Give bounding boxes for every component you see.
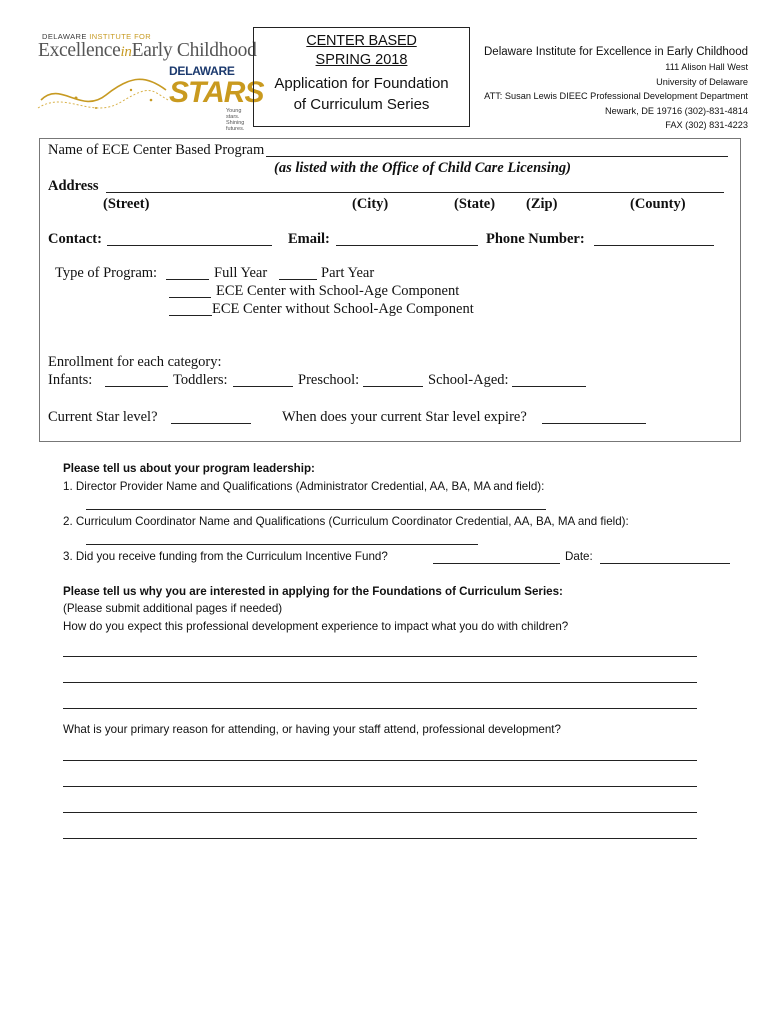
ece-without-blank[interactable] bbox=[169, 315, 212, 316]
part-year-blank[interactable] bbox=[279, 279, 317, 280]
school-aged-field[interactable] bbox=[512, 386, 586, 387]
director-answer-line[interactable] bbox=[86, 509, 546, 510]
address-line: ATT: Susan Lewis DIEEC Professional Development Department bbox=[484, 91, 748, 101]
question-impact: How do you expect this professional development experience to impact what you do with children? bbox=[63, 620, 569, 633]
part-year-option: Part Year bbox=[321, 265, 375, 281]
title-spring: SPRING 2018 bbox=[315, 52, 408, 68]
stars-title: DELAWARE bbox=[169, 64, 235, 78]
address-line: University of Delaware bbox=[656, 76, 748, 87]
leadership-heading: Please tell us about your program leadership: bbox=[63, 462, 315, 475]
contact-field[interactable] bbox=[107, 245, 272, 246]
contact-label: Contact: bbox=[48, 231, 102, 247]
preschool-label: Preschool: bbox=[298, 372, 360, 388]
reason-answer-line[interactable] bbox=[63, 812, 697, 813]
city-caption: (City) bbox=[352, 196, 389, 212]
title-center-based: CENTER BASED bbox=[306, 33, 417, 49]
mailing-address bbox=[484, 46, 748, 133]
question-funding: 3. Did you receive funding from the Curriculum Incentive Fund? bbox=[63, 550, 388, 563]
coordinator-answer-line[interactable] bbox=[86, 544, 478, 545]
logo-main-text: ExcellenceinEarly Childhood bbox=[38, 40, 257, 61]
star-expire-label: When does your current Star level expire? bbox=[282, 409, 527, 425]
ece-with-option: ECE Center with School-Age Component bbox=[216, 283, 460, 299]
impact-answer-line[interactable] bbox=[63, 682, 697, 683]
county-caption: (County) bbox=[630, 196, 686, 212]
preschool-field[interactable] bbox=[363, 386, 423, 387]
title-box bbox=[253, 27, 470, 127]
funding-answer-line[interactable] bbox=[433, 563, 560, 564]
address-line: Newark, DE 19716 (302)-831-4814 bbox=[605, 105, 748, 116]
date-label: Date: bbox=[565, 550, 593, 563]
address-field[interactable] bbox=[106, 192, 724, 193]
infants-field[interactable] bbox=[105, 386, 168, 387]
dieec-logo bbox=[36, 30, 264, 132]
address-line: 111 Alison Hall West bbox=[665, 62, 748, 72]
licensing-note: (as listed with the Office of Child Care Licensing) bbox=[274, 160, 571, 176]
enrollment-label: Enrollment for each category: bbox=[48, 354, 222, 370]
impact-answer-line[interactable] bbox=[63, 656, 697, 657]
title-application: Application for Foundation of Curriculum Series bbox=[274, 75, 449, 113]
date-answer-line[interactable] bbox=[600, 563, 730, 564]
program-name-label: Name of ECE Center Based Program bbox=[48, 142, 265, 158]
additional-pages-note: (Please submit additional pages if needed) bbox=[63, 602, 283, 615]
logo-small-text: DELAWARE INSTITUTE FOR bbox=[42, 32, 152, 41]
ece-without-option: ECE Center without School-Age Component bbox=[212, 301, 474, 317]
star-level-label: Current Star level? bbox=[48, 409, 158, 425]
address-line: FAX (302) 831-4223 bbox=[665, 120, 748, 130]
toddlers-label: Toddlers: bbox=[173, 372, 228, 388]
reason-answer-line[interactable] bbox=[63, 760, 697, 761]
program-type-label: Type of Program: bbox=[55, 265, 158, 281]
program-name-field[interactable] bbox=[266, 156, 728, 157]
address-org: Delaware Institute for Excellence in Early Childhood bbox=[484, 46, 748, 58]
stars-logo-word: STARS bbox=[169, 76, 264, 109]
interest-heading: Please tell us why you are interested in applying for the Foundations of Curriculum Series: bbox=[63, 585, 563, 598]
toddlers-field[interactable] bbox=[233, 386, 293, 387]
phone-label: Phone Number: bbox=[486, 231, 585, 247]
zip-caption: (Zip) bbox=[526, 196, 558, 212]
question-primary-reason: What is your primary reason for attending, or having your staff attend, professional development? bbox=[63, 723, 561, 736]
email-field[interactable] bbox=[336, 245, 478, 246]
state-caption: (State) bbox=[454, 196, 496, 212]
street-caption: (Street) bbox=[103, 196, 150, 212]
phone-field[interactable] bbox=[594, 245, 714, 246]
school-aged-label: School-Aged: bbox=[428, 372, 509, 388]
full-year-option: Full Year bbox=[214, 265, 268, 281]
question-director: 1. Director Provider Name and Qualifications (Administrator Credential, AA, BA, MA and field): bbox=[63, 480, 545, 493]
reason-answer-line[interactable] bbox=[63, 786, 697, 787]
star-expire-field[interactable] bbox=[542, 423, 646, 424]
stars-tagline: Young stars. Shining futures. bbox=[226, 108, 245, 132]
star-level-field[interactable] bbox=[171, 423, 251, 424]
address-label: Address bbox=[48, 178, 99, 194]
ece-with-blank[interactable] bbox=[169, 297, 211, 298]
question-coordinator: 2. Curriculum Coordinator Name and Qualifications (Curriculum Coordinator Credential, AA, BA, MA and field): bbox=[63, 515, 629, 528]
impact-answer-line[interactable] bbox=[63, 708, 697, 709]
program-info-box bbox=[39, 138, 741, 442]
infants-label: Infants: bbox=[48, 372, 93, 388]
logo-swirl-icon bbox=[36, 60, 171, 120]
full-year-blank[interactable] bbox=[166, 279, 209, 280]
reason-answer-line[interactable] bbox=[63, 838, 697, 839]
email-label: Email: bbox=[288, 231, 330, 247]
